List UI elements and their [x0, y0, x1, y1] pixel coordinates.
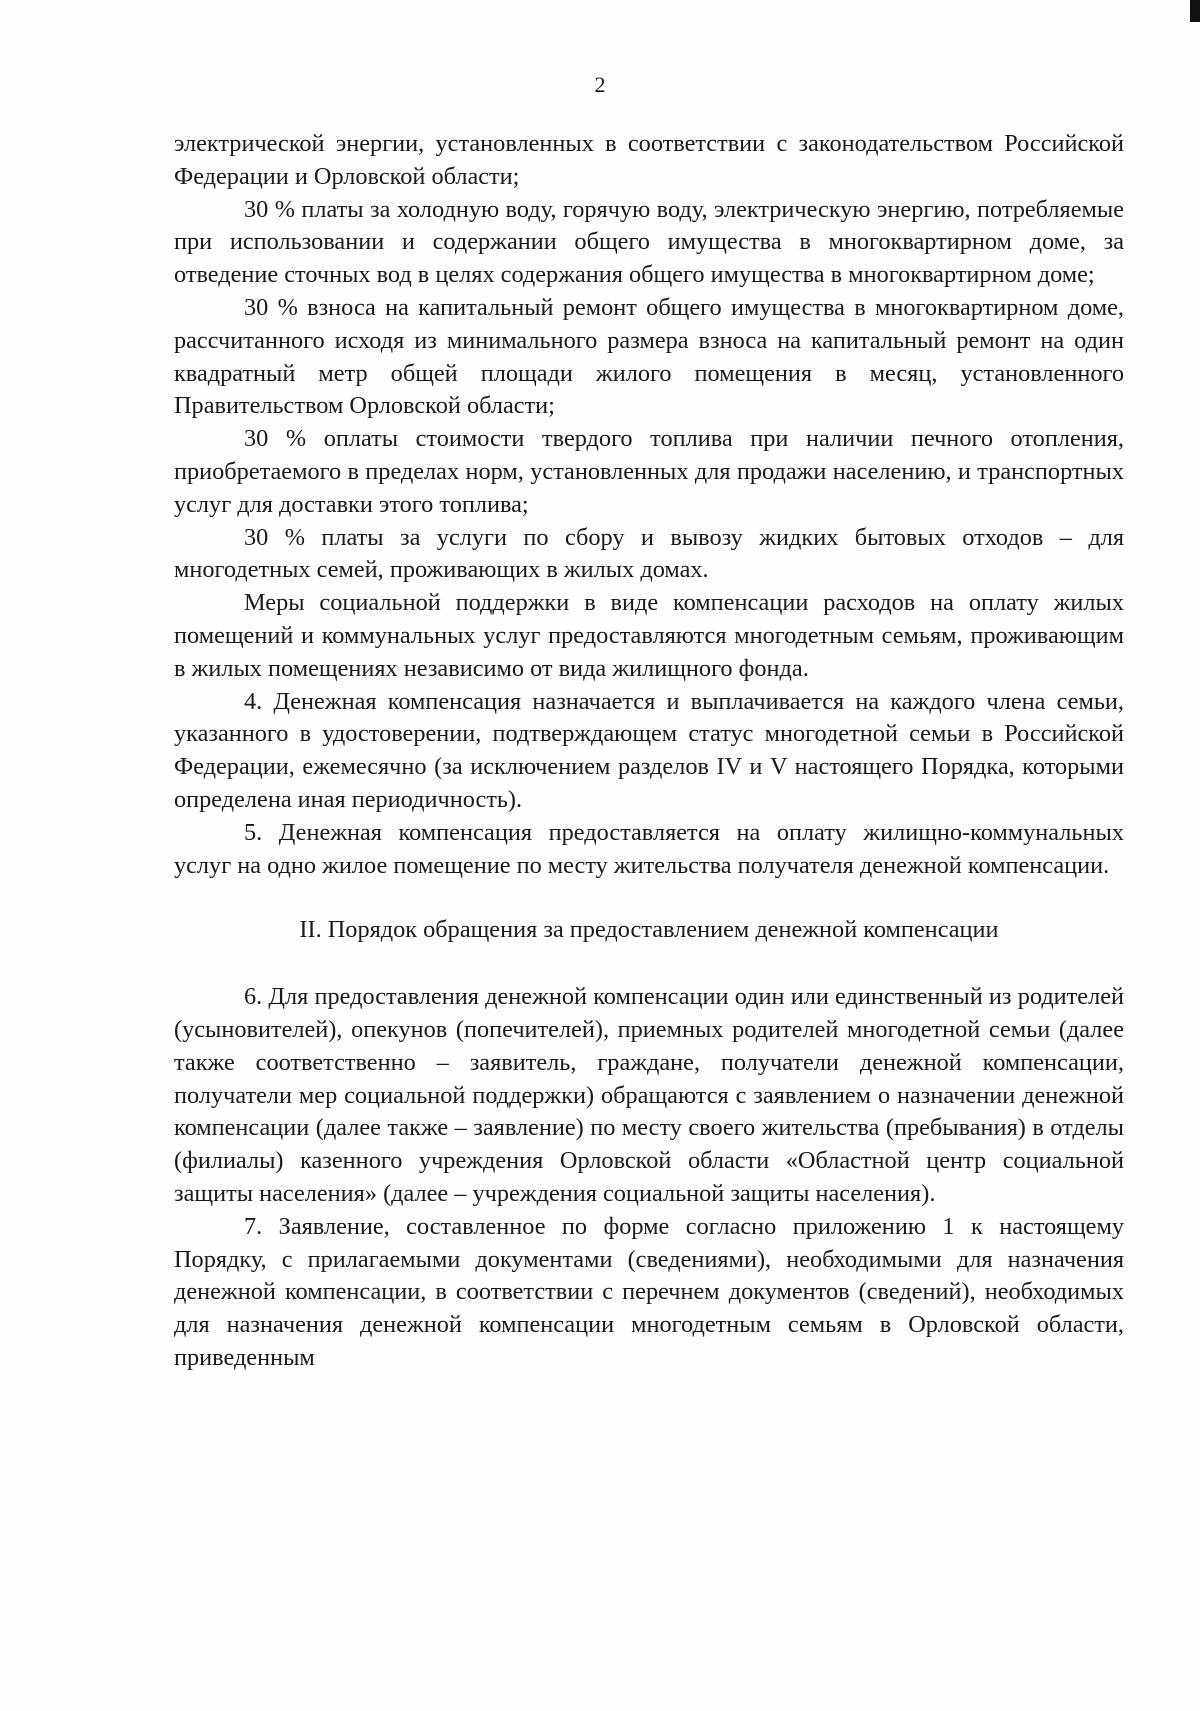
paragraph-item-cold-hot-water: 30 % платы за холодную воду, горячую воду, электрическую энергию, потребляемые при использовании и содержании общего имущества в многоквартирном доме, за отведение сточных вод в целях содержания общего имущества в многоквартирном доме;: [174, 195, 1124, 289]
paragraph-clause-5: 5. Денежная компенсация предоставляется на оплату жилищно-коммунальных услуг на одно жилое помещение по месту жительства получателя денежной компенсации.: [174, 818, 1124, 879]
paragraph-item-capital-repair: 30 % взноса на капитальный ремонт общего имущества в многоквартирном доме, рассчитанного исходя из минимального размера взноса на капитальный ремонт на один квадратный метр общей площади жилого помещения в месяц, установленного Правительством Орловской области;: [174, 293, 1124, 420]
section-heading: II. Порядок обращения за предоставлением денежной компенсации: [299, 916, 999, 944]
scan-edge-mark: [1190, 0, 1200, 22]
page-number: 2: [594, 72, 606, 97]
paragraph-item-solid-fuel: 30 % оплаты стоимости твердого топлива при наличии печного отопления, приобретаемого в пределах норм, установленных для продажи населению, и транспортных услуг для доставки этого топлива;: [174, 425, 1124, 518]
paragraph-clause-4: 4. Денежная компенсация назначается и выплачивается на каждого члена семьи, указанного в удостоверении, подтверждающем статус многодетной семьи в Российской Федерации, ежемесячно (за исключением разделов IV и V настоящего Порядка, которыми определена иная периодичность).: [174, 687, 1124, 813]
paragraph-social-support: Меры социальной поддержки в виде компенсации расходов на оплату жилых помещений и коммунальных услуг предоставляются многодетным семьям, проживающим в жилых помещениях независимо от вида жилищного фонда.: [174, 589, 1124, 682]
paragraph-clause-6: 6. Для предоставления денежной компенсации один или единственный из родителей (усыновителей), опекунов (попечителей), приемных родителей многодетной семьи (далее также соответственно – заявитель, граждане, получатели денежной компенсации, получатели мер социальной поддержки) обращаются с заявлением о назначении денежной компенсации (далее также – заявление) по месту своего жительства (пребывания) в отделы (филиалы) казенного учреждения Орловской области «Областной центр социальной защиты населения» (далее – учреждения социальной защиты населения).: [174, 983, 1124, 1207]
paragraph-continuation: электрической энергии, установленных в соответствии с законодательством Российской Федерации и Орловской области;: [174, 130, 1124, 190]
paragraph-clause-7: 7. Заявление, составленное по форме согласно приложению 1 к настоящему Порядку, с прилагаемыми документами (сведениями), необходимыми для назначения денежной компенсации, в соответствии с перечнем документов (сведений), необходимых для назначения денежной компенсации многодетным семьям в Орловской области, приведенным: [174, 1212, 1124, 1371]
document-body: [174, 128, 1124, 1375]
paragraph-item-liquid-waste: 30 % платы за услуги по сбору и вывозу жидких бытовых отходов – для многодетных семей, проживающих в жилых домах.: [174, 523, 1124, 584]
